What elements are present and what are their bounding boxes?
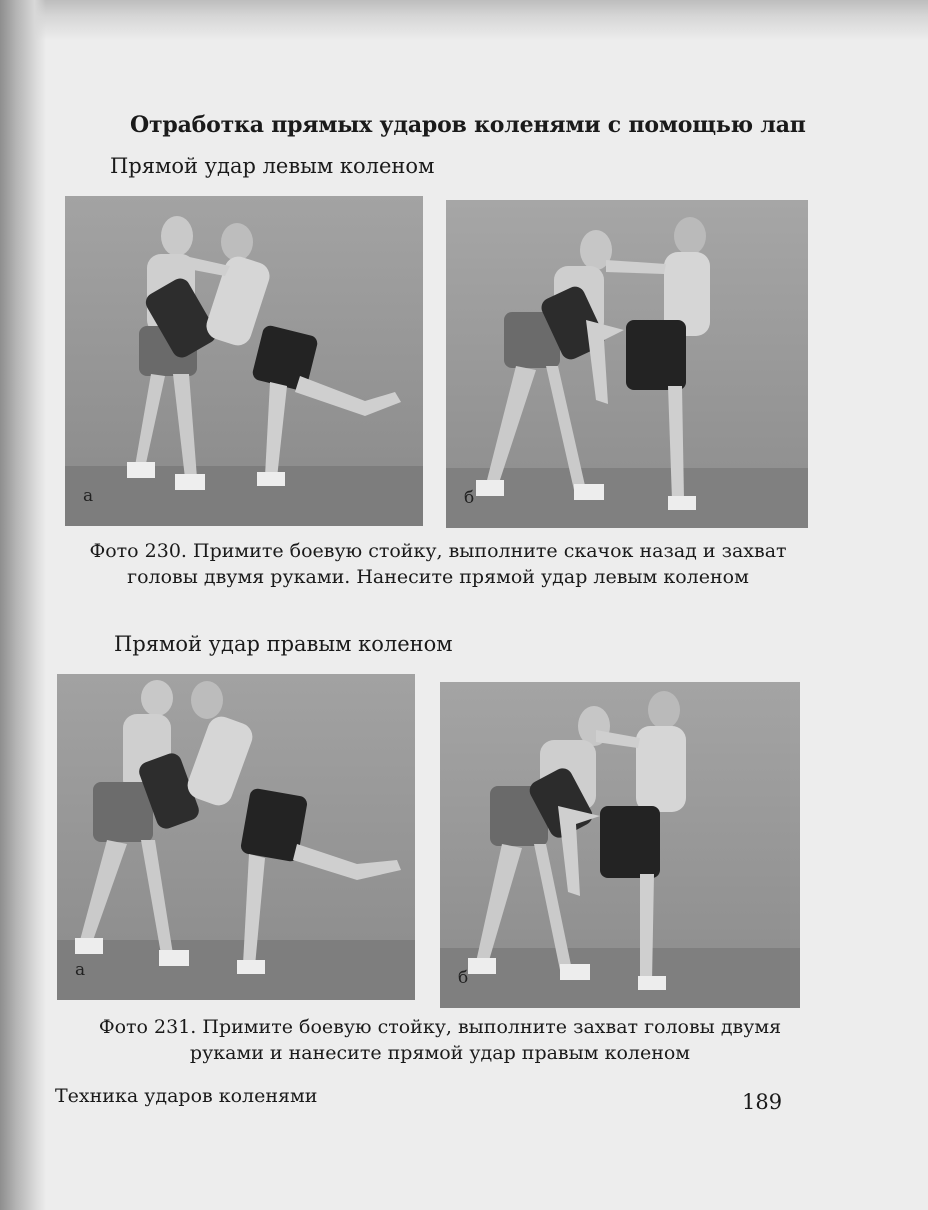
photo-230b: [446, 200, 808, 528]
page-number: 189: [742, 1090, 783, 1114]
photo-230a-image: [65, 196, 423, 526]
subtitle-left-knee: Прямой удар левым коленом: [110, 154, 435, 178]
caption-photo-231: [60, 1014, 820, 1066]
caption-photo-230-line1: Фото 230. Примите боевую стойку, выполните скачок назад и захват: [89, 540, 787, 562]
section-title: Отработка прямых ударов коленями с помощью лап: [130, 112, 806, 138]
subtitle-right-knee: Прямой удар правым коленом: [114, 632, 453, 656]
caption-photo-230: [58, 538, 818, 590]
photo-230b-image: [446, 200, 808, 528]
photo-231b-image: [440, 682, 800, 1008]
photo-231a-image: [57, 674, 415, 1000]
photo-230a: [65, 196, 423, 526]
photo-230b-label: б: [464, 488, 475, 508]
photo-231b-label: б: [458, 968, 469, 988]
photo-231a: [57, 674, 415, 1000]
caption-photo-231-line1: Фото 231. Примите боевую стойку, выполните захват головы двумя: [98, 1016, 782, 1038]
caption-photo-230-line2: головы двумя руками. Нанесите прямой удар левым коленом: [127, 566, 749, 588]
photo-230a-label: а: [83, 486, 94, 506]
caption-photo-231-line2: руками и нанесите прямой удар правым коленом: [189, 1042, 691, 1064]
running-title: Техника ударов коленями: [55, 1085, 318, 1107]
photo-231a-label: а: [75, 960, 86, 980]
photo-231b: [440, 682, 800, 1008]
